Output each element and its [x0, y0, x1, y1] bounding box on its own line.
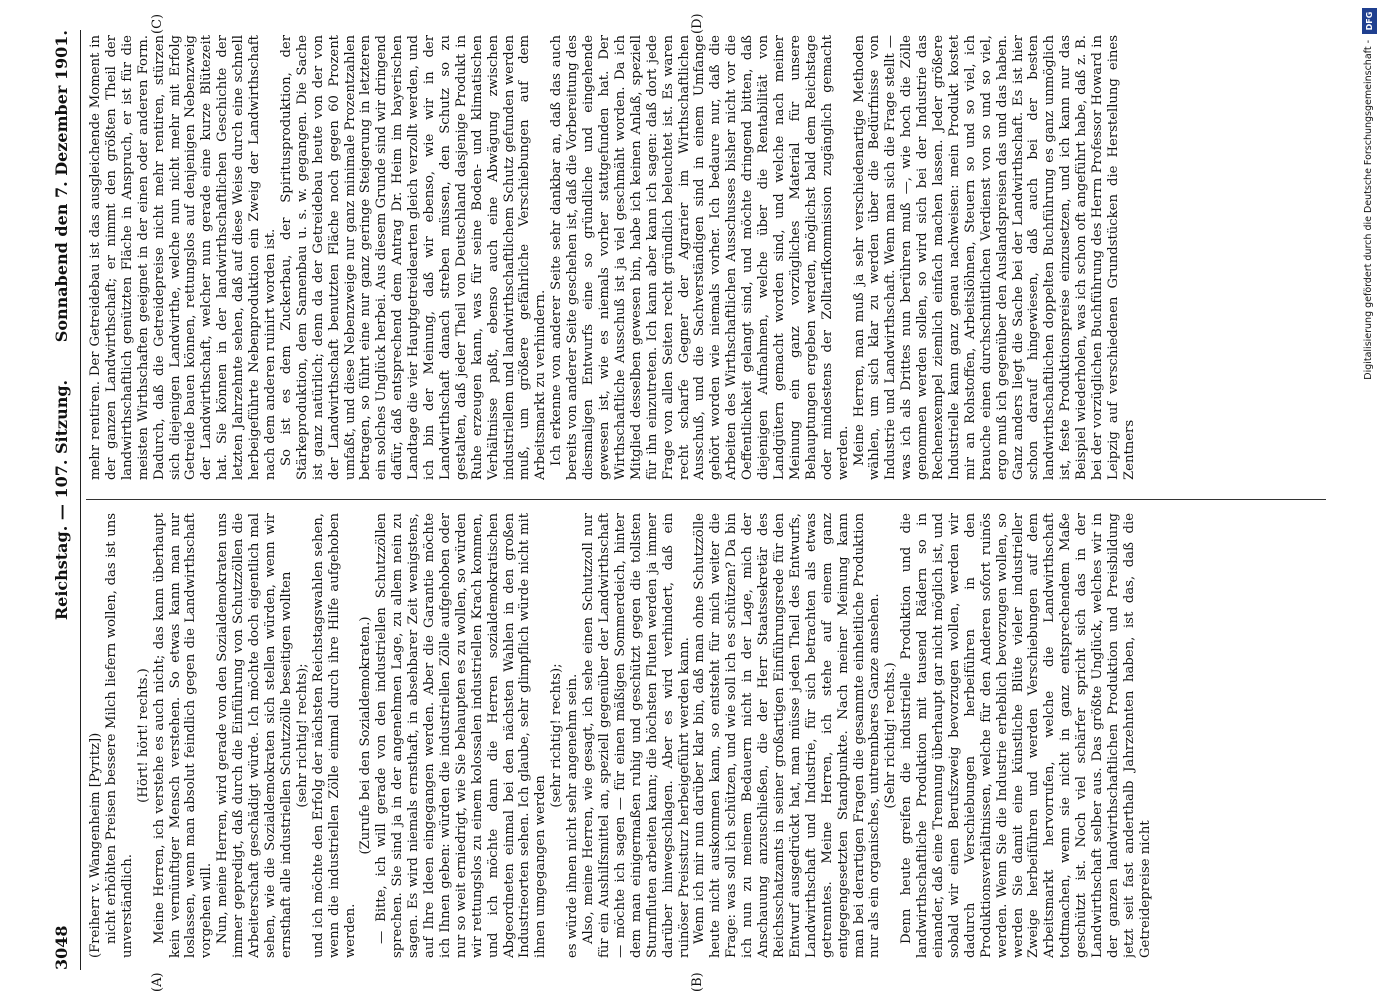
interjection: (Sehr richtig! rechts.) [883, 662, 899, 809]
paragraph: es würde ihnen nicht sehr angenehm sein. [565, 673, 581, 958]
credit-text: Digitalisierung gefördert durch die Deutsche Forschungsgemeinschaft - [1363, 40, 1374, 380]
paragraph: Ich erkenne von anderer Seite sehr dankbar an, daß das auch bereits von anderer Seite geschehen ist, daß die Vorbereitung des diesmaligen Entwurfs eine so gründliche und eingehende gewesen ist, wie es niemals vorher stattgefunden hat. Der Wirthschaftliche Ausschuß ist ja viel geschmäht worden. Da ich Mitglied desselben gewesen bin, habe ich keinen Anlaß, speziell für ihn einzutreten. Ich kann aber kann ich sagen: daß dort jede Frage von allen Seiten recht gründlich beleuchtet ist. Es waren recht scharfe Gegner der Agrarier im Wirthschaftlichen Ausschuß, und die Sachverständigen sind in einem Umfange gehört worden wie niemals vorher. Ich bedaure nur, daß die Arbeiten des Wirthschaftlichen Ausschusses bisher nicht vor die Oeffentlichkeit gelangt sind, und möchte dringend bitten, daß diejenigen Aufnahmen, welche über die Rentabilität von Landgütern gemacht worden sind, und welche nach meiner Meinung ein ganz vorzügliches Material für unsere Behauptungen ergeben werden, möglichst bald dem Reichstage oder mindestens der Zolltarifkommission zugänglich gemacht werden. [549, 35, 851, 480]
paragraph: mehr rentiren. Der Getreidebau ist das ausgleichende Moment in der ganzen Landwirthschaft; er nimmt den größten Theil der landwirthschaftlich genützten Fläche in Anspruch, er ist für die meisten Wirthschaften geeignet in der einen oder anderen Form. Dadurch, daß die Getreidepreise nicht mehr rentiren, stürzen sich diejenigen Landwirthe, welche nun nicht mehr mit Erfolg Getreide bauen können, rettungslos auf denjenigen Nebenzweig der Landwirthschaft, welcher nun gerade eine kurze Blütezeit hat. Sie können in der landwirthschaftlichen Geschichte der letzten Jahrzehnte sehen, daß auf diese Weise durch eine schnell herbeigeführte Nebenproduktion ein Zweig der Landwirthschaft nach dem anderen ruinirt worden ist. [88, 35, 278, 480]
header-rule [80, 30, 81, 970]
speaker-line: (Freiherr v. Wangenheim [Pyritz]) [88, 732, 103, 958]
paragraph: Meine Herren, ich verstehe es auch nicht; das kann überhaupt kein vernünftiger Mensch verstehen. So etwas kann man nur loslassen, wenn man absolut feindlich gegen die Landwirthschaft vorgehen will. [151, 513, 215, 958]
left-column [88, 513, 1320, 958]
paragraph: nicht erhöhten Preisen bessere Milch liefern wollen, das ist uns unverständlich. [103, 513, 135, 958]
right-column [88, 35, 1320, 480]
interjection: (sehr richtig! rechts); [549, 663, 565, 808]
header-title: Reichstag. — 107. Sitzung. [52, 379, 71, 621]
paragraph: So ist es dem Zuckerbau, der Spiritusproduktion, der Stärkeproduktion, dem Samenbau u. s. w. gegangen. Die Sache ist ganz natürlich; denn da der Getreidebau heute von der von der Landwirthschaft benutzten Fläche noch gegen 60 Prozent umfaßt, und diese Nebenzweige nur ganz minimale Prozentzahlen betragen, so führt eine nur ganz geringe Steigerung in letzteren ein solches Unglück herbei. Aus diesem Grunde sind wir dringend dafür, daß entsprechend dem Antrag Dr. Heim im bayerischen Landtage die vier Hauptgetreidearten gleich verzollt werden, und ich bin der Meinung, daß wir ebenso, wie wir in der Landwirthschaft danach streben müssen, den Schutz so zu gestalten, daß jeder Theil von Deutschland dasjenige Produkt in Ruhe erzeugen kann, was für seine Boden- und klimatischen Verhältnisse paßt, ebenso auch eine Abwägung zwischen industriellem und landwirthschaftlichem Schutz gefunden werden muß, um größere gefährliche Verschiebungen auf dem Arbeitsmarkt zu verhindern. [278, 35, 549, 480]
page-number: 3048 [52, 925, 71, 970]
margin-mark-a: (A) [150, 972, 165, 992]
paragraph: Nun, meine Herren, wird gerade von den Sozialdemokraten uns immer gepredigt, daß durch die Einführung von Schutzzöllen die Arbeiterschaft geschädigt würde. Ich möchte doch eigentlich mal sehen, wie die Sozialdemokraten sich stellen würden, wenn wir ernsthaft alle industriellen Schutzzölle beseitigen wollten [215, 513, 294, 958]
interjection: (sehr richtig! rechts); [294, 663, 310, 808]
margin-mark-b: (B) [690, 972, 705, 992]
margin-mark-c: (C) [150, 13, 165, 34]
interjection: (Zurufe bei den Sozialdemokraten.) [358, 616, 374, 855]
page-header [52, 30, 74, 970]
margin-mark-d: (D) [690, 13, 705, 34]
column-divider [86, 499, 1326, 500]
dfg-logo: DFG [1362, 8, 1377, 34]
paragraph: und ich möchte den Erfolg der nächsten Reichstagswahlen sehen, wenn die industriellen Zölle einmal durch ihre Hilfe aufgehoben werden. [310, 513, 358, 958]
paragraph: Meine Herren, man muß ja sehr verschiedenartige Methoden wählen, um sich klar zu werden über die Bedürfnisse von Industrie und Landwirthschaft. Wenn man sich die Frage stellt — was ich als Drittes nun berühren muß —, wie hoch die Zölle genommen werden sollen, so wird sich bei der Industrie das Rechenexempel ziemlich einfach machen lassen. Jeder größere Industrielle kann ganz genau nachweisen: mein Produkt kostet mir an Rohstoffen, Arbeitslöhnen, Steuern so und so viel, ich brauche einen durchschnittlichen Verdienst von so und so viel, ergo muß ich gegenüber den Auslandspreisen das und das haben. Ganz anders liegt die Sache bei der Landwirthschaft. Es ist hier schon darauf hingewiesen, daß auch bei der besten landwirthschaftlichen doppelten Buchführung es ganz unmöglich ist, feste Produktionspreise einzusetzen, und ich kann nur das Beispiel wiederholen, was ich schon oft angeführt habe, daß z. B. bei der vorzüglichen Buchführung des Herrn Professor Howard in Leipzig auf verschiedenen Grundstücken die Herstellung eines Zentners [851, 35, 1137, 480]
paragraph: Wenn ich mir nun darüber klar bin, daß man ohne Schutzzölle heute nicht auskommen kann, so entsteht für mich weiter die Frage: was soll ich schützen, und wie soll ich es schützen? Da bin ich nun zu meinem Bedauern nicht in der Lage, mich der Anschauung anzuschließen, die der Herr Staatssekretär des Reichsschatzamts in seiner großartigen Einführungsrede für den Entwurf ausgedrückt hat, man müsse jeden Theil des Entwurfs, Landwirthschaft und Industrie, für sich betrachten als etwas getrenntes. Meine Herren, ich stehe auf einem ganz entgegengesetzten Standpunkte. Nach meiner Meinung kann man bei derartigen Fragen die gesammte einheitliche Produktion nur als ein organisches, untrennbares Ganze ansehen. [692, 513, 883, 958]
digitization-credit [1360, 0, 1380, 1000]
interjection: (Hört! hört! rechts.) [135, 668, 151, 803]
header-date: Sonnabend den 7. Dezember 1901. [52, 30, 71, 343]
paragraph: Denn heute greifen die industrielle Produktion und die landwirthschaftliche Produktion mit tausend Rädern so in einander, daß eine Trennung überhaupt gar nicht möglich ist, und sobald wir einen Berufszweig bevorzugen wollen, werden wir dadurch Verschiebungen herbeiführen in den Produktionsverhältnissen, welche für den Anderen sofort ruinös werden. Wenn Sie die Industrie erheblich bevorzugen wollen, so werden Sie damit eine künstliche Blüte vieler industrieller Zweige herbeiführen und werden Verschiebungen auf dem Arbeitsmarkt hervorrufen, welche die Landwirthschaft todtmachen, wenn sie nicht in ganz entsprechendem Maße geschützt ist. Noch viel schärfer spricht sich das in der Landwirthschaft selber aus. Das größte Unglück, welches wir in der ganzen landwirthschaftlichen Produktion und Preisbildung jetzt seit fast anderthalb Jahrzehnten haben, ist das, daß die Getreidepreise nicht [899, 513, 1153, 958]
paragraph: Also, meine Herren, wie gesagt, ich sehe einen Schutzzoll nur für ein Aushilfsmittel an, speziell gegenüber der Landwirthschaft — möchte ich sagen — für einen mäßigen Sommerdeich, hinter dem man einigermaßen ruhig und geschützt gegen die tollsten Sturmfluten arbeiten kann; die höchsten Fluten werden ja immer darüber hinwegschlagen. Aber es wird verhindert, daß ein ruinöser Preissturz herbeigeführt werden kann. [581, 513, 692, 958]
paragraph: — Bitte, ich will gerade von den industriellen Schutzzöllen sprechen. Sie sind ja in der angenehmen Lage, zu allem nein zu sagen. Es wird niemals ernsthaft, in absehbarer Zeit wenigstens, auf Ihre Ideen eingegangen werden. Aber die Garantie möchte ich Ihnen geben: würden die industriellen Zölle aufgehoben oder nur so weit erniedrigt, wie Sie behaupten es zu wollen, so würden wir rettungslos zu einem kolossalen industriellen Krach kommen, und ich möchte dann die Herren sozialdemokratischen Abgeordneten einmal bei den nächsten Wahlen in den großen Industrieorten sehen. Ich glaube, sehr glimpflich würde nicht mit ihnen umgegangen werden [374, 513, 549, 958]
